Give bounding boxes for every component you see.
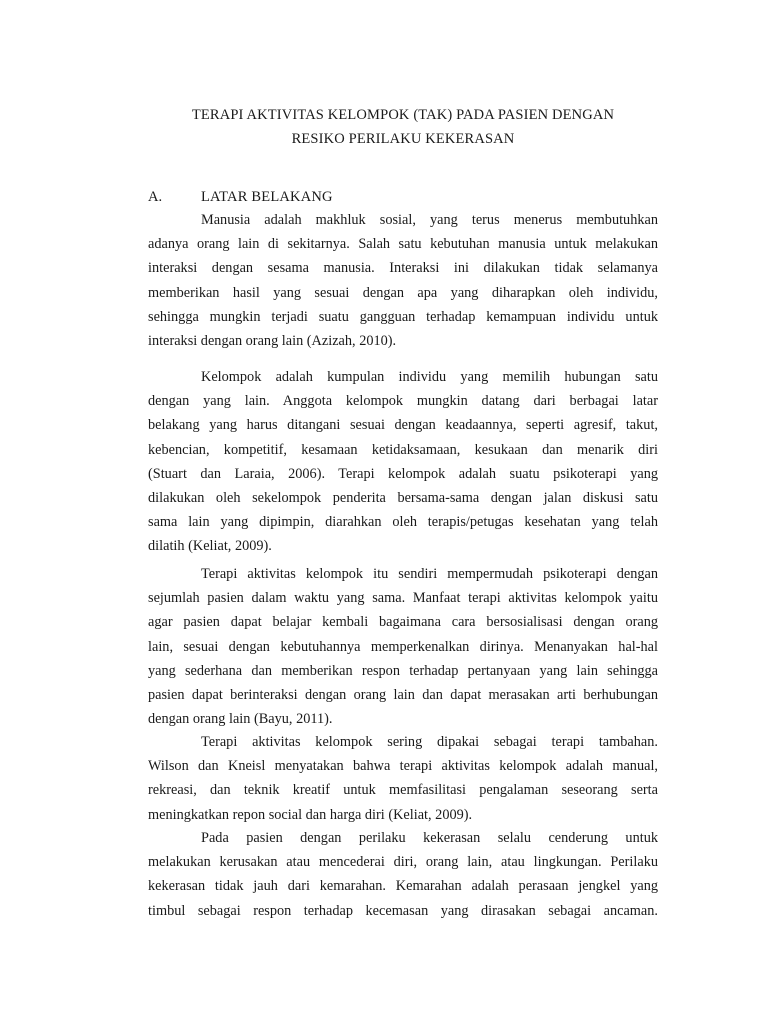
paragraph-4 — [148, 730, 658, 827]
paragraph-line: interaksi dengan sesama manusia. Interaksi ini dilakukan tidak selamanya — [148, 260, 658, 277]
paragraph-line: belakang yang harus ditangani sesuai dengan keadaannya, seperti agresif, takut, — [148, 417, 658, 434]
paragraph-line: timbul sebagai respon terhadap kecemasan yang dirasakan sebagai ancaman. — [148, 902, 658, 919]
paragraph-line: sejumlah pasien dalam waktu yang sama. Manfaat terapi aktivitas kelompok yaitu — [148, 590, 658, 607]
section-heading: LATAR BELAKANG — [201, 189, 333, 205]
paragraph-3 — [148, 562, 658, 731]
paragraph-line: dengan orang lain (Bayu, 2011). — [148, 711, 333, 728]
paragraph-line: Terapi aktivitas kelompok sering dipakai sebagai terapi tambahan. — [201, 734, 658, 750]
paragraph-line: lain, sesuai dengan kebutuhannya memperkenalkan dirinya. Menanyakan hal-hal — [148, 638, 658, 655]
paragraph-line: Wilson dan Kneisl menyatakan bahwa terapi aktivitas kelompok adalah manual, — [148, 758, 658, 775]
paragraph-line: dengan yang lain. Anggota kelompok mungkin datang dari berbagai latar — [148, 393, 658, 410]
paragraph-line: interaksi dengan orang lain (Azizah, 2010). — [148, 332, 397, 349]
document-title-line-1: TERAPI AKTIVITAS KELOMPOK (TAK) PADA PASIEN DENGAN — [191, 107, 615, 123]
paragraph-line: meningkatkan repon social dan harga diri (Keliat, 2009). — [148, 806, 473, 823]
section-number: A. — [148, 189, 163, 205]
paragraph-line: sehingga mungkin terjadi suatu gangguan terhadap kemampuan individu untuk — [148, 308, 658, 325]
paragraph-1 — [148, 208, 658, 353]
paragraph-line: sama lain yang dipimpin, diarahkan oleh terapis/petugas kesehatan yang telah — [148, 514, 658, 531]
paragraph-line: rekreasi, dan teknik kreatif untuk memfasilitasi pengalaman seseorang serta — [148, 782, 658, 799]
paragraph-line: adanya orang lain di sekitarnya. Salah satu kebutuhan manusia untuk melakukan — [148, 236, 658, 253]
paragraph-line: Kelompok adalah kumpulan individu yang memilih hubungan satu — [201, 369, 658, 385]
document-title-line-2: RESIKO PERILAKU KEKERASAN — [291, 131, 515, 147]
paragraph-2 — [148, 365, 658, 559]
paragraph-line: kebencian, kompetitif, kesamaan ketidaksamaan, kesukaan dan menarik diri — [148, 441, 658, 458]
paragraph-line: agar pasien dapat belajar kembali bagaimana cara bersosialisasi dengan orang — [148, 614, 658, 631]
paragraph-line: Pada pasien dengan perilaku kekerasan selalu cenderung untuk — [201, 830, 658, 846]
paragraph-5 — [148, 826, 658, 923]
paragraph-line: Terapi aktivitas kelompok itu sendiri mempermudah psikoterapi dengan — [201, 566, 658, 582]
paragraph-line: dilatih (Keliat, 2009). — [148, 538, 272, 555]
paragraph-line: melakukan kerusakan atau mencederai diri, orang lain, atau lingkungan. Perilaku — [148, 854, 658, 871]
paragraph-line: memberikan hasil yang sesuai dengan apa yang diharapkan oleh individu, — [148, 284, 658, 301]
paragraph-line: Manusia adalah makhluk sosial, yang terus menerus membutuhkan — [201, 212, 658, 228]
paragraph-line: yang sederhana dan memberikan respon terhadap pertanyaan yang lain sehingga — [148, 662, 658, 679]
paragraph-line: dilakukan oleh sekelompok penderita bersama-sama dengan jalan diskusi satu — [148, 489, 658, 506]
paragraph-line: pasien dapat berinteraksi dengan orang lain dan dapat merasakan arti berhubungan — [148, 686, 658, 703]
paragraph-line: kekerasan tidak jauh dari kemarahan. Kemarahan adalah perasaan jengkel yang — [148, 878, 658, 895]
paragraph-line: (Stuart dan Laraia, 2006). Terapi kelompok adalah suatu psikoterapi yang — [148, 465, 658, 482]
